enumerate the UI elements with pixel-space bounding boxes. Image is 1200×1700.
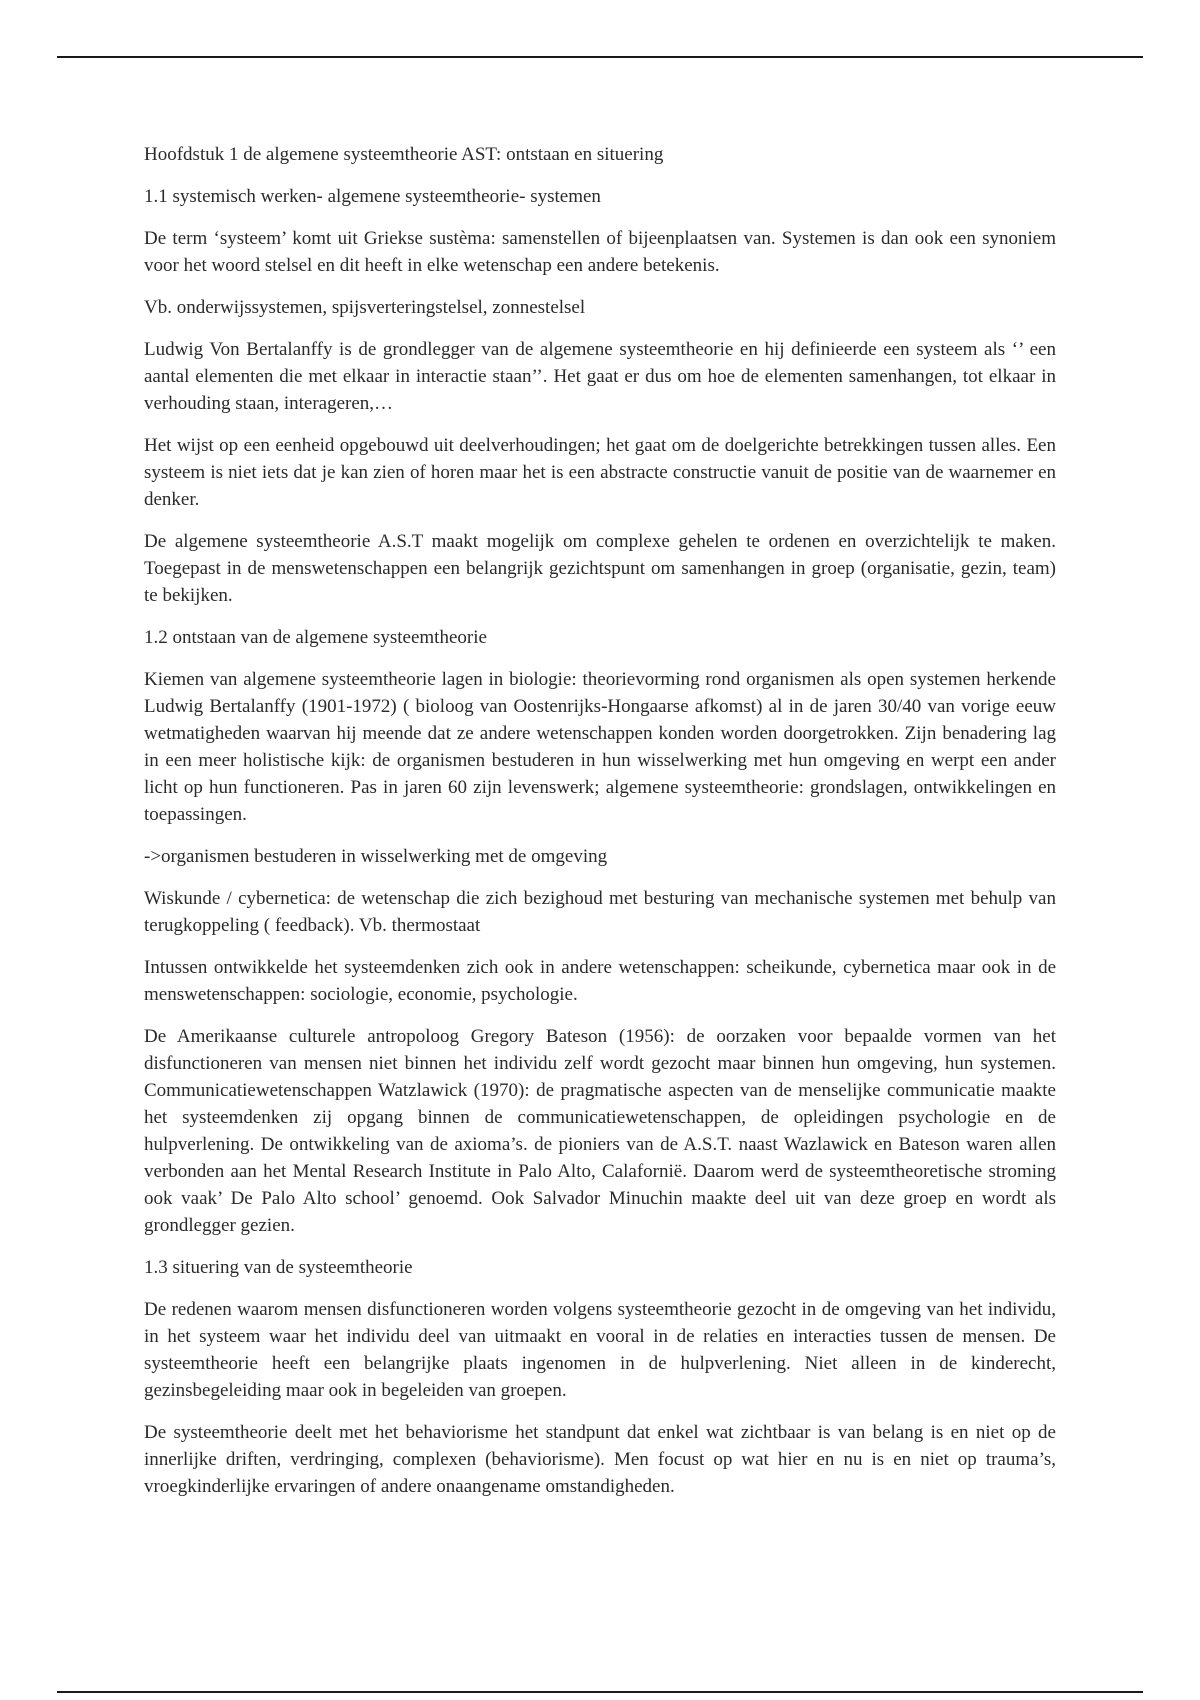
chapter-title: Hoofdstuk 1 de algemene systeemtheorie AST: ontstaan en situering xyxy=(144,144,664,165)
section-1-3-paragraph-2: De systeemtheorie deelt met het behaviorisme het standpunt dat enkel wat zichtbaar is van belang is en niet op de innerlijke driften, verdringing, complexen (behaviorisme). Men focust op wat hier en nu is en niet op trauma’s, vroegkinderlijke ervaringen of andere onaangename omstandigheden. xyxy=(144,1422,1056,1497)
top-rule xyxy=(57,56,1143,58)
section-1-2-paragraph-2: ->organismen bestuderen in wisselwerking met de omgeving xyxy=(144,846,608,867)
section-1-1-paragraph-4: Het wijst op een eenheid opgebouwd uit deelverhoudingen; het gaat om de doelgerichte betrekkingen tussen alles. Een systeem is niet iets dat je kan zien of horen maar het is een abstracte constructie vanuit de positie van de waarnemer en denker. xyxy=(144,435,1056,510)
section-1-3-paragraph-1: De redenen waarom mensen disfunctioneren worden volgens systeemtheorie gezocht in de omgeving van het individu, in het systeem waar het individu deel van uitmaakt en vooral in de relaties en interacties tussen de mensen. De systeemtheorie heeft een belangrijke plaats ingenomen in de hulpverlening. Niet alleen in de kinderecht, gezinsbegeleiding maar ook in begeleiden van groepen. xyxy=(144,1299,1056,1401)
section-1-3-heading: 1.3 situering van de systeemtheorie xyxy=(144,1257,413,1278)
document-body xyxy=(144,141,1056,1515)
section-1-1-paragraph-2: Vb. onderwijssystemen, spijsverteringstelsel, zonnestelsel xyxy=(144,297,586,318)
section-1-1-paragraph-1: De term ‘systeem’ komt uit Griekse sustèma: samenstellen of bijeenplaatsen van. Systemen is dan ook een synoniem voor het woord stelsel en dit heeft in elke wetenschap een andere betekenis. xyxy=(144,228,1056,276)
section-1-2-paragraph-3: Wiskunde / cybernetica: de wetenschap die zich bezighoud met besturing van mechanische systemen met behulp van terugkoppeling ( feedback). Vb. thermostaat xyxy=(144,888,1056,936)
section-1-2-paragraph-4: Intussen ontwikkelde het systeemdenken zich ook in andere wetenschappen: scheikunde, cybernetica maar ook in de menswetenschappen: sociologie, economie, psychologie. xyxy=(144,957,1056,1005)
section-1-2-heading: 1.2 ontstaan van de algemene systeemtheorie xyxy=(144,627,487,648)
bottom-rule xyxy=(57,1691,1143,1693)
section-1-1-paragraph-5: De algemene systeemtheorie A.S.T maakt mogelijk om complexe gehelen te ordenen en overzichtelijk te maken. Toegepast in de menswetenschappen een belangrijk gezichtspunt om samenhangen in groep (organisatie, gezin, team) te bekijken. xyxy=(144,531,1056,606)
section-1-1-heading: 1.1 systemisch werken- algemene systeemtheorie- systemen xyxy=(144,186,601,207)
section-1-1-paragraph-3: Ludwig Von Bertalanffy is de grondlegger van de algemene systeemtheorie en hij definieerde een systeem als ‘’ een aantal elementen die met elkaar in interactie staan’’. Het gaat er dus om hoe de elementen samenhangen, tot elkaar in verhouding staan, interageren,… xyxy=(144,339,1056,414)
section-1-2-paragraph-1: Kiemen van algemene systeemtheorie lagen in biologie: theorievorming rond organismen als open systemen herkende Ludwig Bertalanffy (1901-1972) ( bioloog van Oostenrijks-Hongaarse afkomst) al in de jaren 30/40 van vorige eeuw wetmatigheden waarvan hij meende dat ze andere wetenschappen konden worden doorgetrokken. Zijn benadering lag in een meer holistische kijk: de organismen bestuderen in hun wisselwerking met hun omgeving en werpt een ander licht op hun functioneren. Pas in jaren 60 zijn levenswerk; algemene systeemtheorie: grondslagen, ontwikkelingen en toepassingen. xyxy=(144,669,1056,825)
section-1-2-paragraph-5: De Amerikaanse culturele antropoloog Gregory Bateson (1956): de oorzaken voor bepaalde vormen van het disfunctioneren van mensen niet binnen het individu zelf wordt gezocht maar binnen hun omgeving, hun systemen. Communicatiewetenschappen Watzlawick (1970): de pragmatische aspecten van de menselijke communicatie maakte het systeemdenken zij opgang binnen de communicatiewetenschappen, de opleidingen psychologie en de hulpverlening. De ontwikkeling van de axioma’s. de pioniers van de A.S.T. naast Wazlawick en Bateson waren allen verbonden aan het Mental Research Institute in Palo Alto, Calafornië. Daarom werd de systeemtheoretische stroming ook vaak’ De Palo Alto school’ genoemd. Ook Salvador Minuchin maakte deel uit van deze groep en wordt als grondlegger gezien. xyxy=(144,1026,1056,1236)
